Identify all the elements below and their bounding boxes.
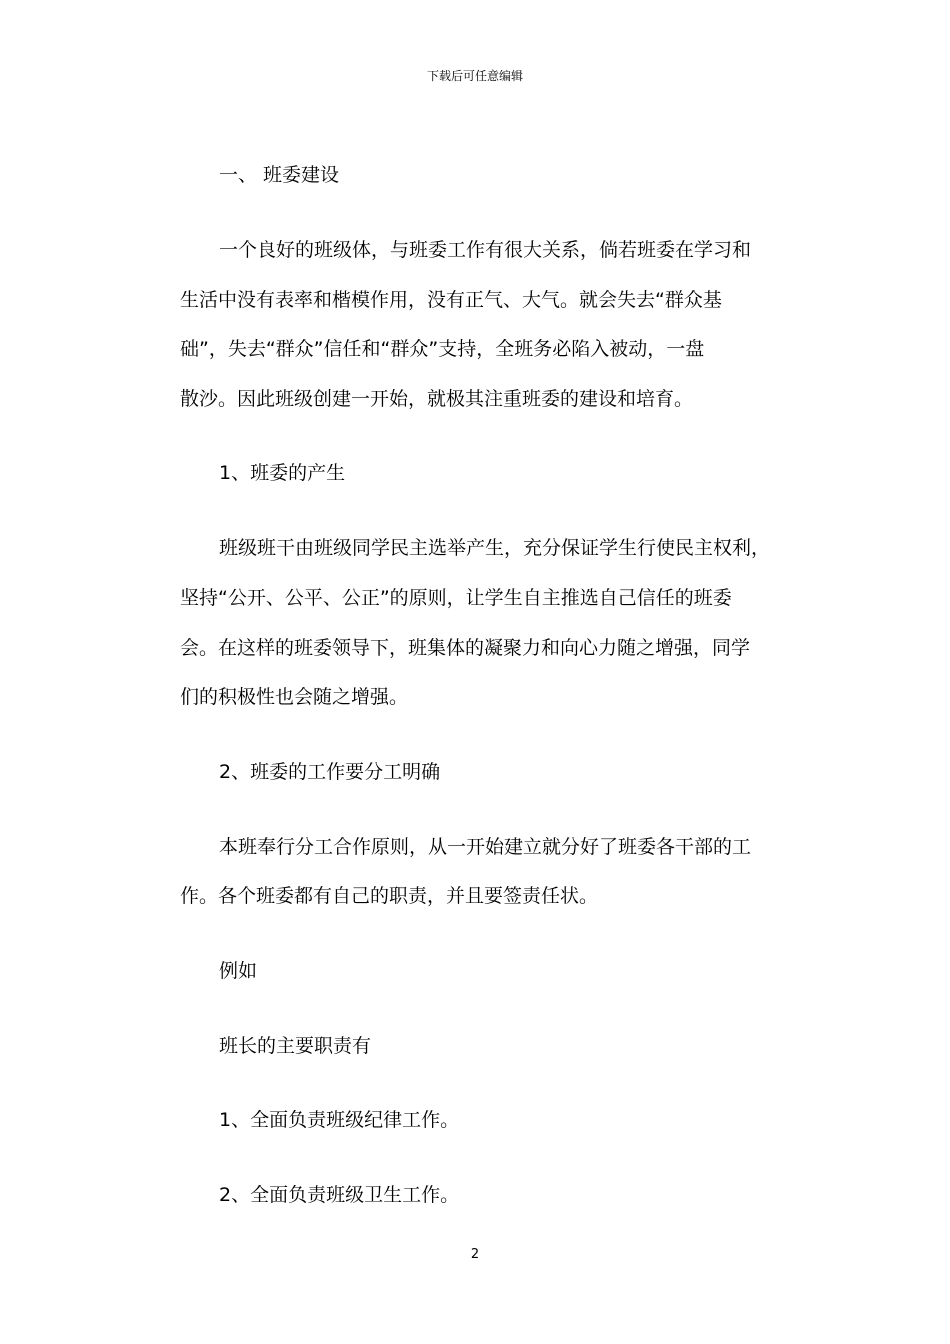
subheading: 1、班委的产生 bbox=[219, 462, 346, 484]
paragraph-line: 本班奉行分工合作原则，从一开始建立就分好了班委各干部的工 bbox=[219, 836, 752, 858]
paragraph-line: 作。各个班委都有自己的职责，并且要签责任状。 bbox=[180, 885, 599, 907]
paragraph-line: 坚持“公开、公平、公正”的原则，让学生自主推选自己信任的班委 bbox=[180, 587, 732, 609]
paragraph-line: 础”，失去“群众”信任和“群众”支持，全班务必陷入被动，一盘 bbox=[180, 338, 705, 360]
page-header: 下载后可任意编辑 bbox=[426, 69, 523, 83]
duty-item: 2、全面负责班级卫生工作。 bbox=[219, 1184, 460, 1206]
monitor-duties-title: 班长的主要职责有 bbox=[219, 1035, 372, 1057]
section-heading: 一、 班委建设 bbox=[219, 164, 340, 186]
paragraph-line: 散沙。因此班级创建一开始，就极其注重班委的建设和培育。 bbox=[180, 388, 694, 410]
page-number: 2 bbox=[470, 1247, 480, 1262]
paragraph-line: 们的积极性也会随之增强。 bbox=[180, 686, 409, 708]
paragraph-line: 生活中没有表率和楷模作用，没有正气、大气。就会失去“群众基 bbox=[180, 289, 722, 311]
subheading: 2、班委的工作要分工明确 bbox=[219, 761, 441, 783]
paragraph-line: 会。在这样的班委领导下，班集体的凝聚力和向心力随之增强，同学 bbox=[180, 637, 751, 659]
duty-item: 1、全面负责班级纪律工作。 bbox=[219, 1109, 460, 1131]
paragraph-line: 班级班干由班级同学民主选举产生，充分保证学生行使民主权利， bbox=[219, 537, 771, 559]
example-label: 例如 bbox=[219, 960, 258, 982]
paragraph-line: 一个良好的班级体，与班委工作有很大关系，倘若班委在学习和 bbox=[219, 239, 752, 261]
